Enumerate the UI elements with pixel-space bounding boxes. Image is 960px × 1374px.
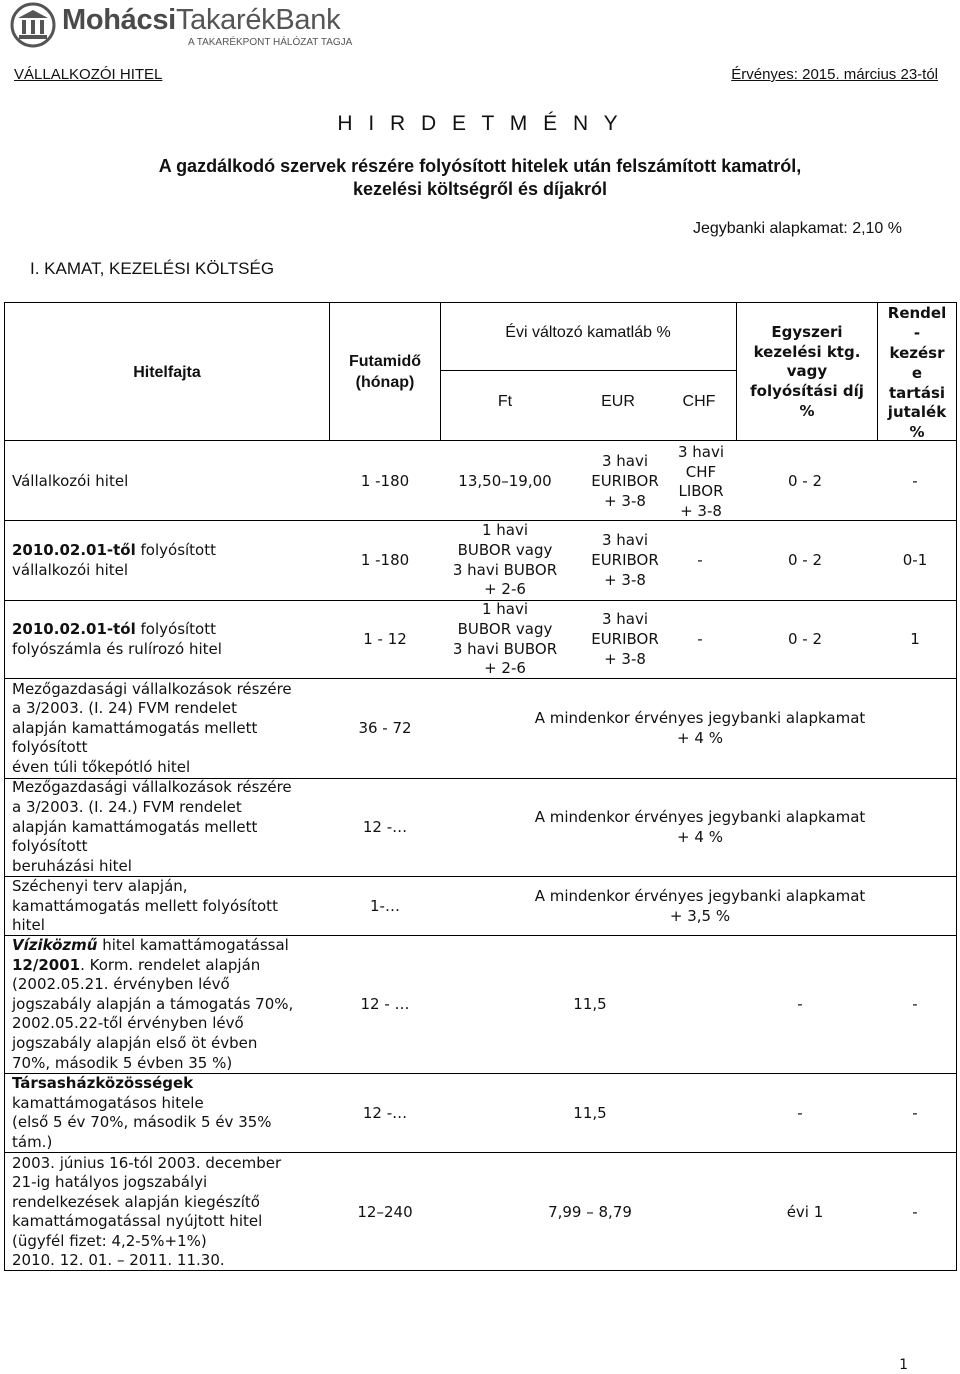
r5-type-1: Mezőgazdasági vállalkozások részére — [12, 778, 292, 796]
r3-ft-2: BUBOR vagy — [457, 620, 553, 638]
col-header-commit-1: Rendel — [887, 304, 947, 322]
col-header-commit-6: jutalék — [887, 403, 947, 421]
r2-ft-2: BUBOR vagy — [457, 541, 553, 559]
r5-type-3: alapján kamattámogatás mellett — [12, 818, 258, 836]
r7-type-4: jogszabály alapján a támogatás 70%, — [12, 995, 294, 1013]
r1-eur-3: + 3-8 — [604, 492, 646, 510]
r1-chf-3: LIBOR — [678, 482, 724, 500]
r2-term: 1 -180 — [360, 551, 410, 569]
r2-chf: - — [697, 551, 703, 569]
r2-type-1: 2010.02.01-től folyósított — [12, 541, 217, 559]
r7-type-6: jogszabály alapján első öt évben — [12, 1034, 258, 1052]
r5-rate-2: + 4 % — [677, 828, 723, 846]
r3-commit: 1 — [910, 630, 920, 648]
r6-rate-2: + 3,5 % — [669, 907, 731, 925]
r8-fee: - — [797, 1104, 803, 1122]
r1-fee: 0 - 2 — [787, 472, 823, 490]
r5-type-2: a 3/2003. (I. 24.) FVM rendelet — [12, 798, 242, 816]
subtitle-line-1: A gazdálkodó szervek részére folyósított hitelek után felszámított kamatról, — [158, 156, 802, 176]
r4-term: 36 - 72 — [358, 719, 412, 737]
col-header-fee-2: kezelési ktg. — [753, 343, 861, 361]
col-header-ft: Ft — [497, 393, 513, 410]
r7-rate: 11,5 — [573, 995, 607, 1013]
r9-rate: 7,99 – 8,79 — [548, 1203, 632, 1221]
r3-ft-4: + 2-6 — [484, 659, 526, 677]
col-header-term-1: Futamidő — [349, 353, 421, 370]
r2-eur-2: EURIBOR — [591, 551, 659, 569]
r7-term: 12 - … — [360, 995, 410, 1013]
r7-type-3: (2002.05.21. érvényben lévő — [12, 975, 230, 993]
r2-ft-1: 1 havi — [481, 521, 529, 539]
r9-type-6: 2010. 12. 01. – 2011. 11.30. — [12, 1251, 225, 1269]
r8-term: 12 -… — [362, 1104, 408, 1122]
col-header-commit-3: kezésr — [889, 344, 945, 362]
section-title: I. KAMAT, KEZELÉSI KÖLTSÉG — [30, 259, 275, 278]
r4-type-5: éven túli tőkepótló hitel — [12, 758, 191, 776]
r8-type-4: tám.) — [12, 1133, 53, 1151]
r2-type-2: vállalkozói hitel — [12, 561, 129, 579]
r2-eur-1: 3 havi — [601, 531, 649, 549]
r2-fee: 0 - 2 — [787, 551, 823, 569]
r8-type-2: kamattámogatásos hitele — [12, 1094, 204, 1112]
r6-rate-1: A mindenkor érvényes jegybanki alapkamat — [534, 887, 866, 905]
r8-type-1: Társasházközösségek — [12, 1074, 194, 1092]
r9-type-2: 21-ig hatályos jogszabályi — [12, 1173, 208, 1191]
r4-type-4: folyósított — [12, 738, 88, 756]
r4-type-3: alapján kamattámogatás mellett — [12, 719, 258, 737]
col-header-eur: EUR — [601, 393, 635, 410]
r9-term: 12–240 — [357, 1203, 413, 1221]
col-header-fee-5: % — [799, 402, 815, 420]
subtitle-line-2: kezelési költségről és díjakról — [352, 179, 608, 199]
col-header-fee-3: vagy — [786, 362, 828, 380]
header-right: Érvényes: 2015. március 23-tól — [731, 66, 938, 83]
r1-chf-2: CHF — [685, 463, 717, 481]
r9-type-5: (ügyfél fizet: 4,2-5%+1%) — [12, 1232, 207, 1250]
r2-commit: 0-1 — [902, 551, 928, 569]
r7-type-7: 70%, második 5 évben 35 %) — [12, 1054, 233, 1072]
r5-term: 12 -… — [362, 818, 408, 836]
r5-rate-1: A mindenkor érvényes jegybanki alapkamat — [534, 808, 866, 826]
r3-type-1: 2010.02.01-tól folyósított — [12, 620, 217, 638]
r3-chf: - — [697, 630, 703, 648]
r1-chf-4: + 3-8 — [680, 502, 722, 520]
r7-type-2: 12/2001. Korm. rendelet alapján — [12, 956, 261, 974]
r1-eur-1: 3 havi — [601, 452, 649, 470]
r2-ft-4: + 2-6 — [484, 580, 526, 598]
col-header-commit-5: tartási — [888, 384, 946, 402]
col-header-commit-2: - — [913, 324, 921, 342]
r8-rate: 11,5 — [573, 1104, 607, 1122]
r3-fee: 0 - 2 — [787, 630, 823, 648]
r3-term: 1 - 12 — [363, 630, 407, 648]
r1-term: 1 -180 — [360, 472, 410, 490]
col-header-loan-type: Hitelfajta — [133, 364, 201, 381]
r1-eur-2: EURIBOR — [591, 472, 659, 490]
r6-type-1: Széchenyi terv alapján, — [12, 877, 188, 895]
r8-commit: - — [912, 1104, 918, 1122]
r3-ft-3: 3 havi BUBOR — [452, 640, 558, 658]
bank-tagline: A TAKARÉKPONT HÁLÓZAT TAGJA — [188, 37, 353, 48]
r2-eur-3: + 3-8 — [604, 571, 646, 589]
col-header-fee-4: folyósítási díj — [750, 382, 864, 400]
page-title: H I R D E T M É N Y — [337, 112, 623, 135]
header-left: VÁLLALKOZÓI HITEL — [14, 66, 163, 83]
base-rate: Jegybanki alapkamat: 2,10 % — [692, 220, 902, 237]
r9-fee: évi 1 — [786, 1203, 824, 1221]
r1-ft: 13,50–19,00 — [458, 472, 552, 490]
col-header-commit-7: % — [909, 423, 925, 441]
r9-type-1: 2003. június 16-tól 2003. december — [12, 1154, 282, 1172]
r4-rate-2: + 4 % — [677, 729, 723, 747]
r9-commit: - — [912, 1203, 918, 1221]
r1-commit: - — [912, 472, 918, 490]
r5-type-4: folyósított — [12, 837, 88, 855]
r8-type-3: (első 5 év 70%, második 5 év 35% — [12, 1113, 272, 1131]
r4-type-2: a 3/2003. (I. 24) FVM rendelet — [12, 699, 237, 717]
bank-name: MohácsiTakarékBank — [62, 4, 341, 36]
col-header-term-2: (hónap) — [355, 374, 415, 391]
col-header-annual-rate: Évi változó kamatláb % — [505, 324, 671, 341]
col-header-fee-1: Egyszeri — [771, 323, 843, 341]
r3-eur-3: + 3-8 — [604, 650, 646, 668]
r7-type-5: 2002.05.22-től érvényben lévő — [12, 1014, 244, 1032]
col-header-chf: CHF — [682, 393, 716, 410]
r6-type-3: hitel — [12, 916, 45, 934]
r2-ft-3: 3 havi BUBOR — [452, 561, 558, 579]
r3-type-2: folyószámla és rulírozó hitel — [12, 640, 222, 658]
r6-type-2: kamattámogatás mellett folyósított — [12, 897, 278, 915]
r7-type-1: Víziközmű hitel kamattámogatással — [12, 936, 289, 954]
r1-chf-1: 3 havi — [677, 443, 725, 461]
r6-term: 1-… — [370, 897, 400, 915]
r9-type-4: kamattámogatással nyújtott hitel — [12, 1212, 263, 1230]
r4-type-1: Mezőgazdasági vállalkozások részére — [12, 680, 292, 698]
r3-ft-1: 1 havi — [481, 600, 529, 618]
r7-commit: - — [912, 995, 918, 1013]
r9-type-3: rendelkezések alapján kiegészítő — [12, 1193, 260, 1211]
page-number: 1 — [899, 1357, 908, 1373]
r4-rate-1: A mindenkor érvényes jegybanki alapkamat — [534, 709, 866, 727]
r5-type-5: beruházási hitel — [12, 857, 132, 875]
r3-eur-2: EURIBOR — [591, 630, 659, 648]
r1-type: Vállalkozói hitel — [12, 472, 129, 490]
col-header-commit-4: e — [911, 364, 923, 382]
r3-eur-1: 3 havi — [601, 610, 649, 628]
r7-fee: - — [797, 995, 803, 1013]
